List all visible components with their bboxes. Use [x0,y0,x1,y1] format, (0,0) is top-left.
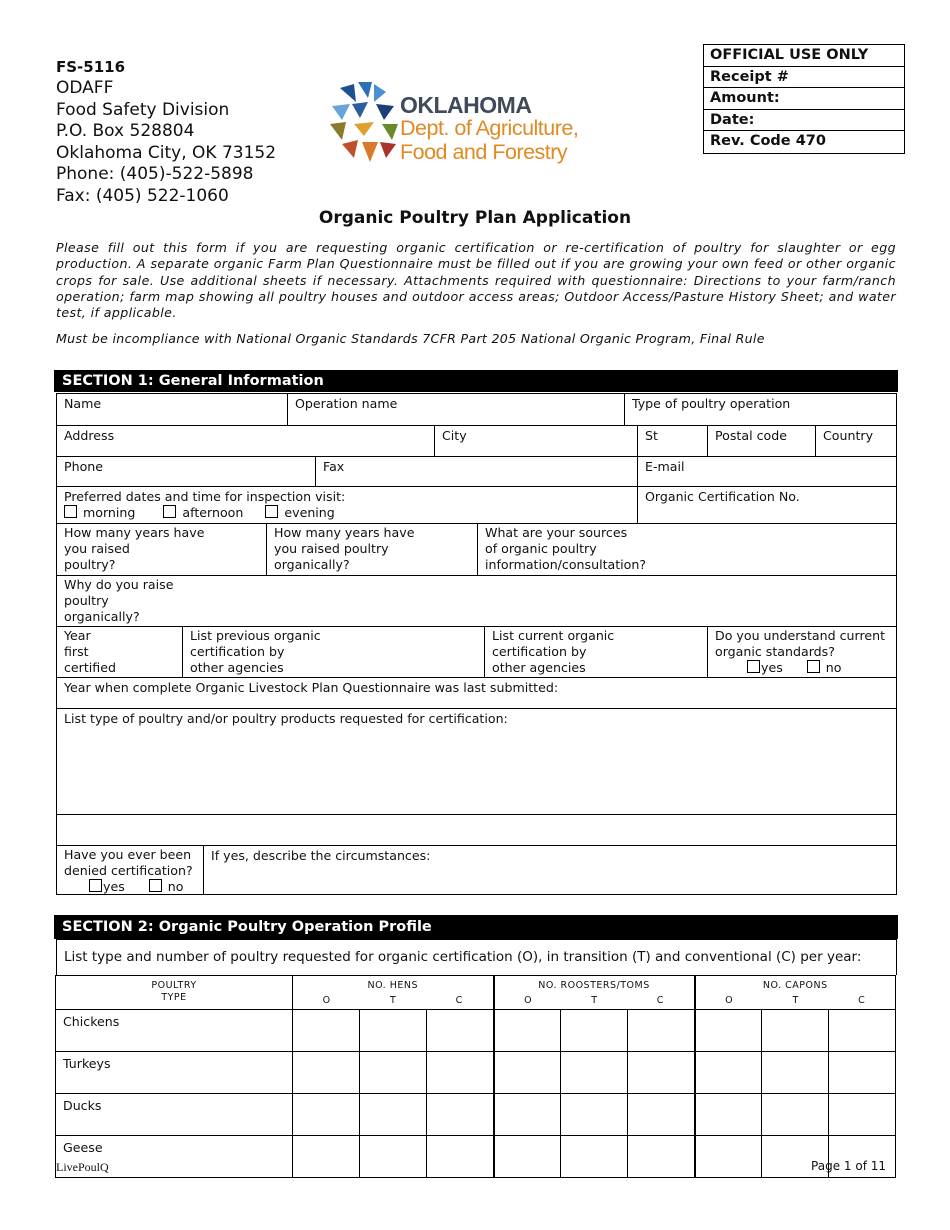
operation-type-label: Type of poultry operation [632,396,791,411]
years-raised-field[interactable] [56,523,266,575]
header-line: POULTRY [151,980,197,991]
label-line: organically? [64,609,140,625]
group-label: NO. CAPONS [762,980,828,991]
email-label: E-mail [645,459,685,474]
country-label: Country [823,428,874,443]
years-organic-field[interactable] [266,523,477,575]
count-cell[interactable] [494,1052,561,1094]
operation-type-field[interactable] [624,393,897,425]
denied-yes-checkbox[interactable] [89,879,102,892]
count-cell[interactable] [695,1136,762,1178]
page-title: Organic Poultry Plan Application [318,208,632,228]
row-label: Chickens [56,1010,293,1052]
table-row [56,1052,896,1094]
count-cell[interactable] [360,1094,427,1136]
row-label: Ducks [56,1094,293,1136]
address-line: Phone: (405)-522-5898 [56,164,254,184]
group-label: NO. ROOSTERS/TOMS [538,980,650,991]
logo-line: Dept. of Agriculture, [400,116,579,140]
address-line: Food Safety Division [56,99,230,120]
count-cell[interactable] [427,1052,494,1094]
name-field[interactable] [56,393,287,425]
count-cell[interactable] [829,1052,896,1094]
yes-label: yes [103,879,125,895]
postal-code-field[interactable] [707,425,815,456]
name-label: Name [64,396,102,411]
count-cell[interactable] [427,1094,494,1136]
denied-no-checkbox[interactable] [149,879,162,892]
label-line: other agencies [190,660,284,676]
label-line: certification by [190,644,285,660]
sub-label: O [322,995,331,1006]
agency-address [56,78,276,207]
understand-no-checkbox[interactable] [807,660,820,673]
poultry-count-table [55,975,896,1178]
label-line: organically? [274,557,350,573]
operation-name-field[interactable] [287,393,624,425]
address-label: Address [64,428,115,443]
count-cell[interactable] [293,1010,360,1052]
roosters-header [494,976,695,1010]
table-header-row [56,976,896,1010]
certification-number-field[interactable] [637,486,897,523]
count-cell[interactable] [695,1094,762,1136]
label-line: How many years have [64,525,205,540]
capons-header [695,976,896,1010]
address-line: P.O. Box 528804 [56,121,195,141]
logo-title: OKLAHOMA [400,92,532,118]
rev-code-field: Rev. Code 470 [710,133,826,150]
count-cell[interactable] [695,1052,762,1094]
count-cell[interactable] [293,1052,360,1094]
address-line: ODAFF [56,78,114,98]
time-options [64,505,630,521]
receipt-field: Receipt # [704,67,904,89]
count-cell[interactable] [829,1094,896,1136]
sub-label: C [858,995,866,1006]
address-line: Fax: (405) 522-1060 [56,185,229,206]
official-use-title: OFFICIAL USE ONLY [704,45,904,67]
count-cell[interactable] [561,1010,628,1052]
poultry-type-header [56,976,293,1010]
year-submitted-label: Year when complete Organic Livestock Plan Questionnaire was last submitted: [64,680,559,695]
count-cell[interactable] [561,1094,628,1136]
section1-header: SECTION 1: General Information [54,370,898,392]
yes-no-options [715,660,889,676]
count-cell[interactable] [360,1052,427,1094]
count-cell[interactable] [628,1010,695,1052]
count-cell[interactable] [628,1094,695,1136]
morning-label: morning [83,505,136,521]
label-line: List previous organic [190,628,321,643]
blank-row[interactable] [56,814,897,845]
label-line: Have you ever been [64,847,192,862]
country-field[interactable] [815,425,897,456]
row-label: Geese [56,1136,293,1178]
previous-certification-field[interactable] [182,626,484,677]
label-line: poultry? [64,557,116,573]
page-number: Page 1 of 11 [811,1159,886,1173]
fax-label: Fax [323,459,345,474]
form-code: FS-5116 [56,58,126,76]
row-label: Turkeys [56,1052,293,1094]
section2-header: SECTION 2: Organic Poultry Operation Profile [54,915,898,939]
address-field[interactable] [56,425,434,456]
label-line: first [64,644,89,660]
preferred-dates-label: Preferred dates and time for inspection visit: [64,489,346,504]
city-label: City [442,428,467,443]
label-line: you raised [64,541,130,557]
phone-field[interactable] [56,456,315,486]
label-line: of organic poultry [485,541,597,557]
label-line: certified [64,660,116,676]
date-field: Date: [704,110,904,132]
evening-label: evening [284,505,335,521]
count-cell[interactable] [762,1094,829,1136]
year-first-certified-field[interactable] [56,626,182,677]
understand-yes-checkbox[interactable] [747,660,760,673]
sub-label: C [656,995,664,1006]
footer-form-id: LivePoulQ [56,1160,109,1174]
label-line: information/consultation? [485,557,647,573]
count-cell[interactable] [360,1010,427,1052]
sub-label: C [455,995,463,1006]
count-cell[interactable] [829,1010,896,1052]
compliance-note: Must be incompliance with National Organic Standards 7CFR Part 205 National Organic Program, Final Rule [56,331,765,346]
why-organic-field[interactable] [56,575,897,626]
postal-code-label: Postal code [715,428,787,443]
official-use-box [703,44,905,154]
info-sources-field[interactable] [477,523,897,575]
poultry-products-label: List type of poultry and/or poultry products requested for certification: [64,711,508,726]
operation-name-label: Operation name [295,396,398,411]
sub-label: O [725,995,734,1006]
yes-label: yes [761,660,783,676]
circumstances-label: If yes, describe the circumstances: [211,848,431,863]
poultry-products-field[interactable] [56,708,897,814]
label-line: poultry [64,593,109,609]
label-line: List current organic [492,628,615,643]
intro-text: Please fill out this form if you are requesting organic certification or re-certification of poultry for slaughter or egg production. A separate organic Farm Plan Questionnaire must be filled out if you are growing your own feed or other organic crops for sale. Use additional sheets if necessary. Attachments required with questionnaire: Directions to your farm/ranch operation; farm map showing all poultry houses and outdoor access areas; Outdoor Access/Pasture History Sheet; and water test, if applicable. [56,240,896,321]
count-cell[interactable] [561,1136,628,1178]
yes-no-options [64,879,196,895]
label-line: other agencies [492,660,586,676]
label-line: How many years have [274,525,415,540]
preferred-dates-field [56,486,637,523]
sub-label: T [390,995,397,1006]
evening-checkbox[interactable] [265,505,278,518]
count-cell[interactable] [762,1010,829,1052]
understand-standards-field [707,626,897,677]
count-cell[interactable] [427,1136,494,1178]
denied-certification-field [56,845,203,895]
label-line: you raised poultry [274,541,389,557]
count-cell[interactable] [494,1010,561,1052]
count-cell[interactable] [427,1010,494,1052]
table-row [56,1136,896,1178]
label-line: Year [64,628,91,643]
current-certification-field[interactable] [484,626,707,677]
morning-checkbox[interactable] [64,505,77,518]
group-label: NO. HENS [367,980,419,991]
label-line: denied certification? [64,863,193,879]
amount-field: Amount: [704,88,904,110]
header-line: TYPE [161,992,187,1003]
state-label: St [645,428,658,443]
sub-label: O [524,995,533,1006]
city-field[interactable] [434,425,637,456]
table-row [56,1094,896,1136]
label-line: organic standards? [715,644,835,660]
sub-label: T [792,995,799,1006]
count-cell[interactable] [494,1136,561,1178]
count-cell[interactable] [628,1136,695,1178]
label-line: What are your sources [485,525,628,540]
label-line: Why do you raise [64,577,174,592]
address-line: Oklahoma City, OK 73152 [56,142,277,163]
section2-instruction: List type and number of poultry requested for organic certification (O), in transition (T) and conventional (C) per year: [56,939,897,975]
count-cell[interactable] [293,1094,360,1136]
logo-subtitle [400,116,578,164]
count-cell[interactable] [695,1010,762,1052]
fax-field[interactable] [315,456,637,486]
count-cell[interactable] [293,1136,360,1178]
sub-label: T [591,995,598,1006]
count-cell[interactable] [494,1094,561,1136]
table-row [56,1010,896,1052]
hens-header [293,976,494,1010]
count-cell[interactable] [628,1052,695,1094]
count-cell[interactable] [360,1136,427,1178]
afternoon-checkbox[interactable] [163,505,176,518]
count-cell[interactable] [561,1052,628,1094]
cert-no-label: Organic Certification No. [645,489,800,504]
no-label: no [167,879,184,895]
logo-line: Food and Forestry [400,140,568,164]
state-field[interactable] [637,425,707,456]
no-label: no [825,660,842,676]
year-submitted-field[interactable] [56,677,897,708]
label-line: certification by [492,644,587,660]
afternoon-label: afternoon [182,505,244,521]
circumstances-field[interactable] [203,845,897,895]
email-field[interactable] [637,456,897,486]
count-cell[interactable] [762,1052,829,1094]
phone-label: Phone [64,459,104,474]
label-line: Do you understand current [715,628,886,643]
